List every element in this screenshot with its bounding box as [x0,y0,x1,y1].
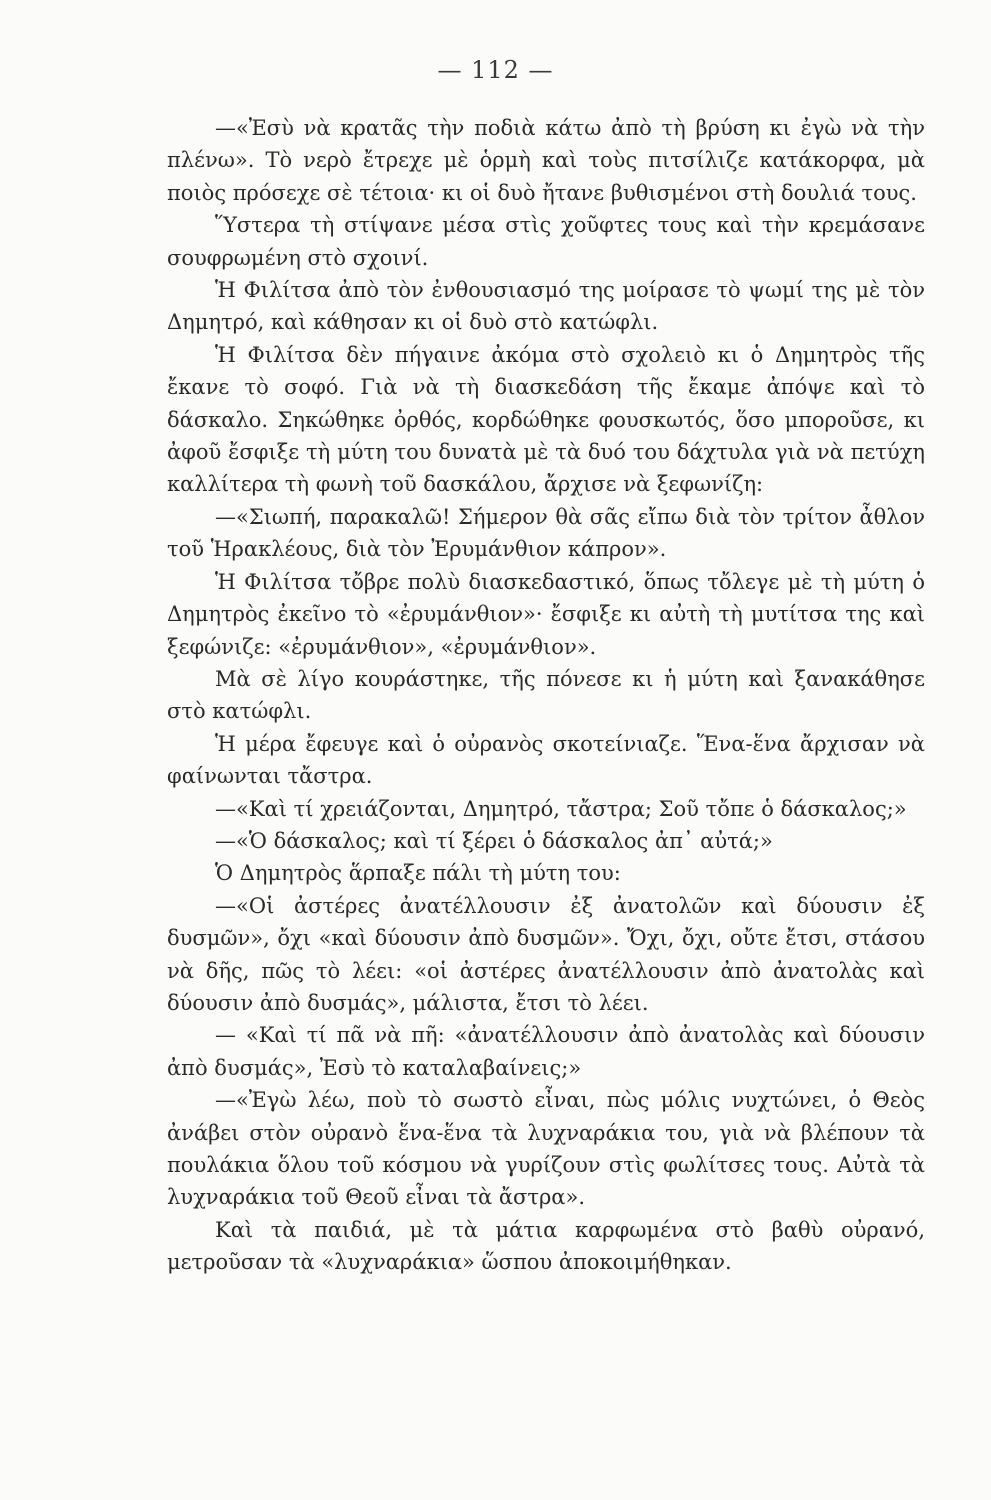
paragraph: Μὰ σὲ λίγο κουράστηκε, τῆς πόνεσε κι ἡ μύτη καὶ ξανακάθησε στὸ κατώφλι. [167,666,925,724]
paragraph: —«Οἱ ἀστέρες ἀνατέλλουσιν ἐξ ἀνατολῶν καὶ δύουσιν ἐξ δυσμῶν», ὄχι «καὶ δύουσιν ἀπὸ δυσμῶν». Ὄχι, ὄχι, οὔτε ἔτσι, στάσου νὰ δῆς, πῶς τὸ λέει: «οἱ ἀστέρες ἀνατέλλουσιν ἀπὸ ἀνατολὰς καὶ δύουσιν ἀπὸ δυσμάς», μάλιστα, ἔτσι τὸ λέει. [167,893,925,1015]
paragraph: — «Καὶ τί πᾶ νὰ πῆ: «ἀνατέλλουσιν ἀπὸ ἀνατολὰς καὶ δύουσιν ἀπὸ δυσμάς», Ἐσὺ τὸ καταλαβαίνεις;» [167,1023,925,1080]
paragraph: Ὁ Δημητρὸς ἅρπαξε πάλι τὴ μύτη του: [215,861,621,886]
paragraph: —«Ὁ δάσκαλος; καὶ τί ξέρει ὁ δάσκαλος ἀπ᾿ αὐτά;» [215,828,773,853]
page-number: — 112 — [437,56,554,84]
paragraph: Ἡ Φιλίτσα ἀπὸ τὸν ἐνθουσιασμό της μοίρασε τὸ ψωμί της μὲ τὸν Δημητρό, καὶ κάθησαν κι οἱ δυὸ στὸ κατώφλι. [167,278,925,335]
body-text [167,112,925,1279]
paragraph: Ὕστερα τὴ στίψανε μέσα στὶς χοῦφτες τους καὶ τὴν κρεμάσανε σουφρωμένη στὸ σχοινί. [167,213,925,270]
paragraph: —«Σιωπή, παρακαλῶ! Σήμερον θὰ σᾶς εἴπω διὰ τὸν τρίτον ἆθλον τοῦ Ἡρακλέους, διὰ τὸν Ἐρυμάνθιον κάπρον». [167,504,925,562]
paragraph: —«Καὶ τί χρειάζονται, Δημητρό, τἄστρα; Σοῦ τὄπε ὁ δάσκαλος;» [215,796,907,821]
paragraph: Ἡ Φιλίτσα τὄβρε πολὺ διασκεδαστικό, ὅπως τὄλεγε μὲ τὴ μύτη ὁ Δημητρὸς ἐκεῖνο τὸ «ἐρυμάνθιον»· ἔσφιξε κι αὐτὴ τὴ μυτίτσα της καὶ ξεφώνιζε: «ἐρυμάνθιον», «ἐρυμάνθιον». [167,569,925,659]
paragraph: —«Ἐγὼ λέω, ποὺ τὸ σωστὸ εἶναι, πὼς μόλις νυχτώνει, ὁ Θεὸς ἀνάβει στὸν οὐρανὸ ἕνα-ἕνα τὰ λυχναράκια του, γιὰ νὰ βλέπουν τὰ πουλάκια ὅλου τοῦ κόσμου νὰ γυρίζουν στὶς φωλίτσες τους. Αὐτὰ τὰ λυχναράκια τοῦ Θεοῦ εἶναι τὰ ἄστρα». [167,1088,925,1210]
paragraph: Ἡ μέρα ἔφευγε καὶ ὁ οὐρανὸς σκοτείνιαζε. Ἕνα-ἕνα ἄρχισαν νὰ φαίνωνται τἄστρα. [167,731,925,789]
paragraph: Καὶ τὰ παιδιά, μὲ τὰ μάτια καρφωμένα στὸ βαθὺ οὐρανό, μετροῦσαν τὰ «λυχναράκια» ὥσπου ἀποκοιμήθηκαν. [167,1217,925,1275]
paragraph: Ἡ Φιλίτσα δὲν πήγαινε ἀκόμα στὸ σχολειὸ κι ὁ Δημητρὸς τῆς ἔκανε τὸ σοφό. Γιὰ νὰ τὴ διασκεδάση τῆς ἔκαμε ἀπόψε καὶ τὸ δάσκαλο. Σηκώθηκε ὀρθός, κορδώθηκε φουσκωτός, ὅσο μποροῦσε, κι ἀφοῦ ἔσφιξε τὴ μύτη του δυνατὰ μὲ τὰ δυό του δάχτυλα γιὰ νὰ πετύχη καλλίτερα τὴ φωνὴ τοῦ δασκάλου, ἄρχισε νὰ ξεφωνίζη: [167,342,925,497]
paragraph: —«Ἐσὺ νὰ κρατᾶς τὴν ποδιὰ κάτω ἀπὸ τὴ βρύση κι ἐγὼ νὰ τὴν πλένω». Τὸ νερὸ ἔτρεχε μὲ ὁρμὴ καὶ τοὺς πιτσίλιζε κατάκορφα, μὰ ποιὸς πρόσεχε σὲ τέτοια· κι οἱ δυὸ ἤτανε βυθισμένοι στὴ δουλιά τους. [167,116,925,205]
